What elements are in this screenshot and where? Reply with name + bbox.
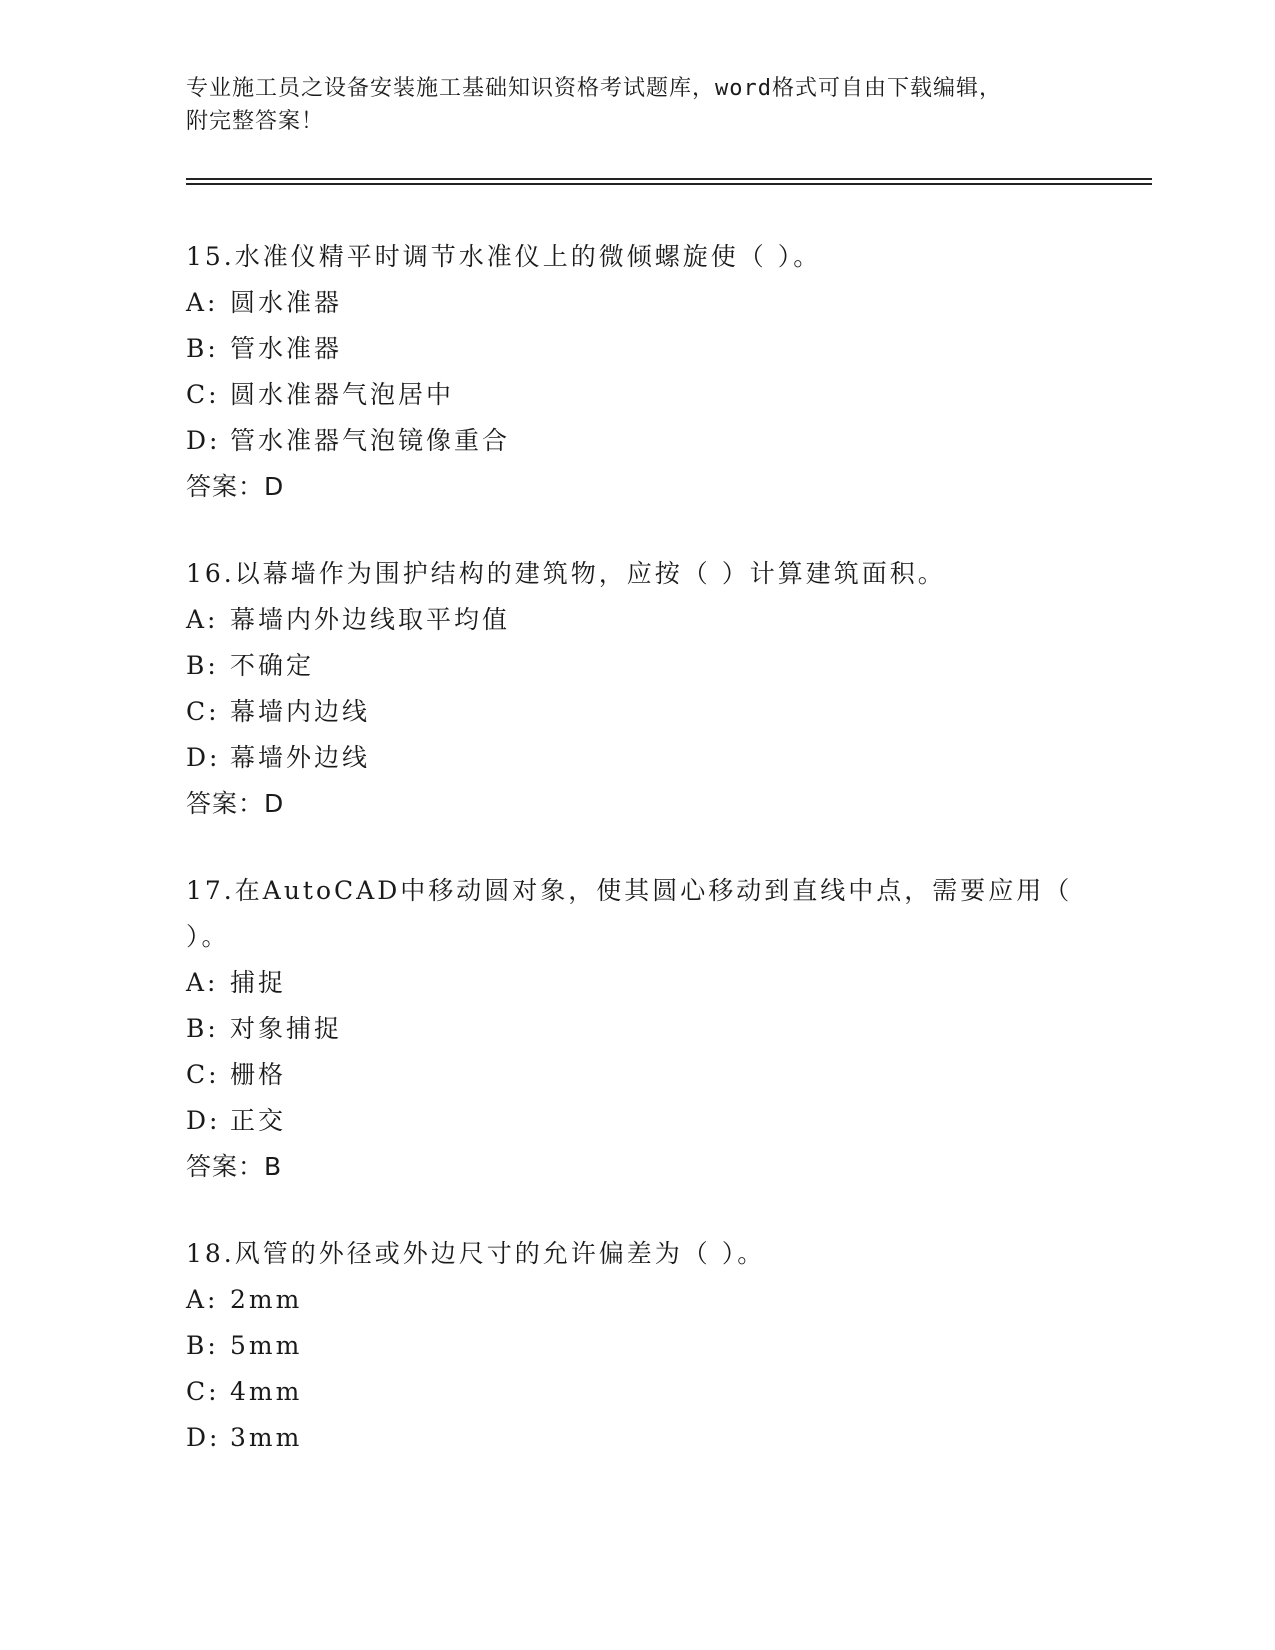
option-text: 管水准器气泡镜像重合 xyxy=(230,426,511,455)
option-text: 管水准器 xyxy=(230,334,343,363)
option-text: 幕墙内外边线取平均值 xyxy=(230,605,511,634)
option-letter: C: xyxy=(186,1060,220,1089)
option-b xyxy=(186,1323,1086,1369)
question-18 xyxy=(186,1231,1086,1461)
option-c xyxy=(186,372,1086,418)
option-letter: B: xyxy=(186,1331,219,1360)
option-a xyxy=(186,280,1086,326)
option-letter: A: xyxy=(186,1285,219,1314)
option-text: 2mm xyxy=(230,1285,303,1314)
option-text: 3mm xyxy=(230,1423,303,1452)
answer: 答案：B xyxy=(186,1152,283,1181)
option-letter: D: xyxy=(186,426,221,455)
question-list xyxy=(186,234,1086,1502)
option-d xyxy=(186,735,1086,781)
question-15 xyxy=(186,234,1086,510)
option-letter: A: xyxy=(186,968,219,997)
option-text: 圆水准器气泡居中 xyxy=(230,380,455,409)
option-c xyxy=(186,689,1086,735)
option-text: 4mm xyxy=(230,1377,303,1406)
option-text: 5mm xyxy=(230,1331,303,1360)
option-text: 幕墙内边线 xyxy=(230,697,371,726)
option-a xyxy=(186,1277,1086,1323)
question-stem: 18.风管的外径或外边尺寸的允许偏差为（ ）。 xyxy=(186,1239,766,1268)
option-text: 栅格 xyxy=(230,1060,287,1089)
question-stem: 15.水准仪精平时调节水准仪上的微倾螺旋使（ ）。 xyxy=(186,242,822,271)
option-d xyxy=(186,1098,1086,1144)
option-text: 对象捕捉 xyxy=(230,1014,343,1043)
option-letter: A: xyxy=(186,288,219,317)
answer: 答案：D xyxy=(186,472,285,501)
option-d xyxy=(186,418,1086,464)
option-text: 正交 xyxy=(230,1106,287,1135)
question-stem: 17.在AutoCAD中移动圆对象，使其圆心移动到直线中点，需要应用（ ）。 xyxy=(186,876,1073,951)
header-line-1: 专业施工员之设备安装施工基础知识资格考试题库，word格式可自由下载编辑， xyxy=(186,76,1002,101)
option-letter: C: xyxy=(186,1377,220,1406)
header-divider-bottom xyxy=(186,183,1152,185)
header-line-2: 附完整答案！ xyxy=(186,109,325,134)
option-letter: D: xyxy=(186,1423,221,1452)
answer: 答案：D xyxy=(186,789,285,818)
document-header xyxy=(186,72,1086,138)
option-letter: B: xyxy=(186,1014,219,1043)
option-text: 圆水准器 xyxy=(230,288,343,317)
option-text: 幕墙外边线 xyxy=(230,743,371,772)
option-c xyxy=(186,1052,1086,1098)
header-divider-top xyxy=(186,178,1152,180)
question-17 xyxy=(186,868,1086,1190)
option-letter: B: xyxy=(186,651,219,680)
option-text: 捕捉 xyxy=(230,968,287,997)
option-letter: D: xyxy=(186,1106,221,1135)
option-letter: C: xyxy=(186,380,220,409)
option-text: 不确定 xyxy=(230,651,315,680)
option-letter: A: xyxy=(186,605,219,634)
option-c xyxy=(186,1369,1086,1415)
option-b xyxy=(186,643,1086,689)
question-stem: 16.以幕墙作为围护结构的建筑物，应按（ ）计算建筑面积。 xyxy=(186,559,946,588)
option-b xyxy=(186,326,1086,372)
option-a xyxy=(186,597,1086,643)
option-d xyxy=(186,1415,1086,1461)
option-letter: C: xyxy=(186,697,220,726)
option-a xyxy=(186,960,1086,1006)
option-letter: B: xyxy=(186,334,219,363)
option-b xyxy=(186,1006,1086,1052)
option-letter: D: xyxy=(186,743,221,772)
question-16 xyxy=(186,551,1086,827)
